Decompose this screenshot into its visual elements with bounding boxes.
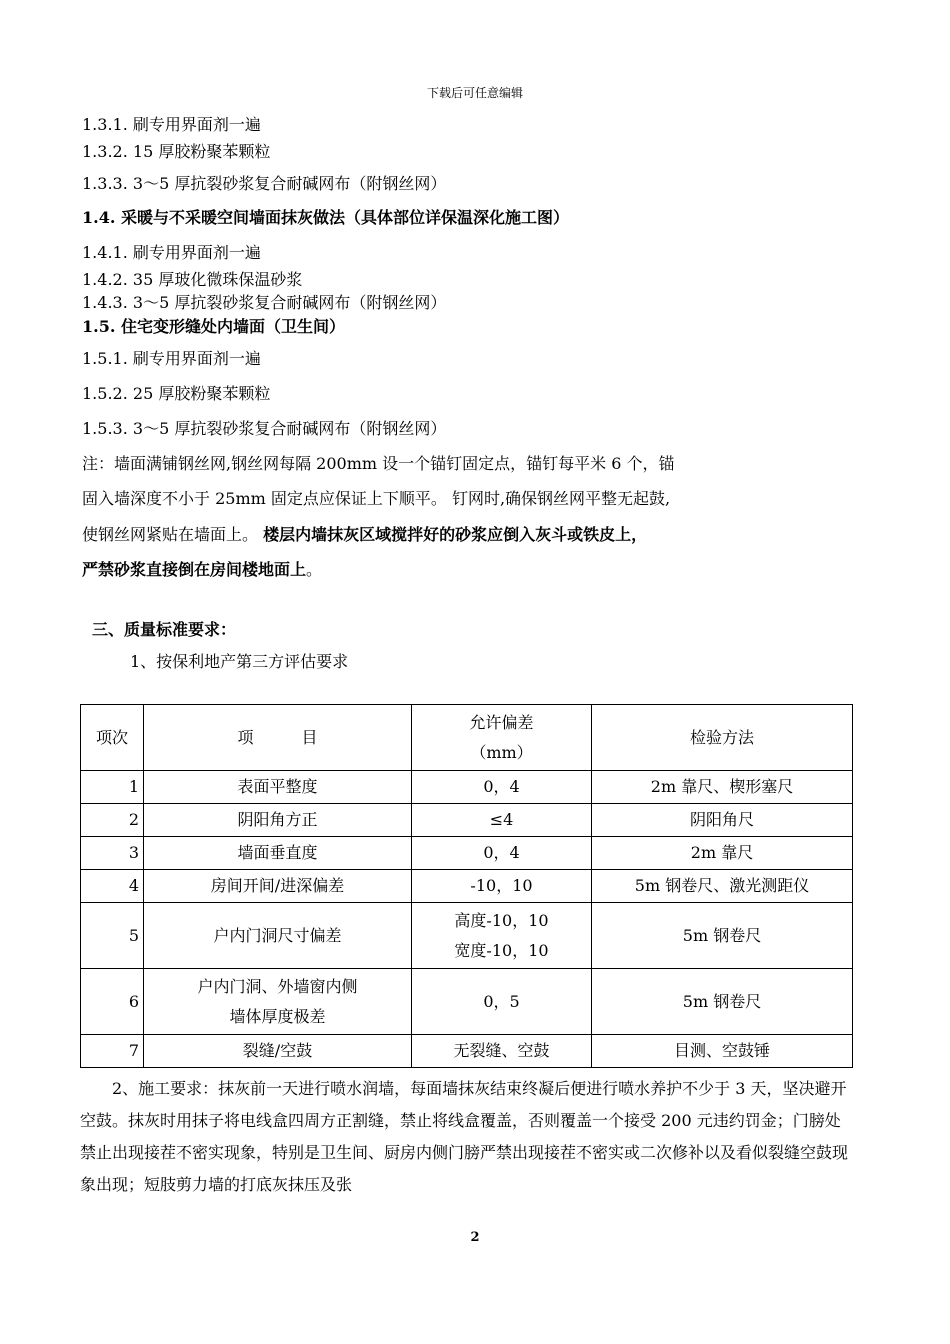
line-1-3-3: 1.3.3. 3～5 厚抗裂砂浆复合耐碱网布（附钢丝网） bbox=[82, 174, 447, 193]
table-row bbox=[81, 771, 853, 804]
line-1-4-3: 1.4.3. 3～5 厚抗裂砂浆复合耐碱网布（附钢丝网） bbox=[82, 293, 447, 312]
note-line-1: 注：墙面满铺钢丝网,钢丝网每隔 200mm 设一个锚钉固定点，锚钉每平米 6 个，锚 bbox=[82, 454, 675, 473]
row-tolerance: -10，10 bbox=[412, 870, 592, 903]
row-tolerance: 无裂缝、空鼓 bbox=[412, 1035, 592, 1068]
table-row bbox=[81, 1035, 853, 1068]
section-3-item-1: 1、按保利地产第三方评估要求 bbox=[130, 652, 349, 671]
row-item bbox=[144, 969, 412, 1035]
row-tolerance: 0，4 bbox=[412, 771, 592, 804]
row-method: 阴阳角尺 bbox=[592, 804, 853, 837]
table-row bbox=[81, 837, 853, 870]
row-no: 4 bbox=[81, 870, 144, 903]
note-line-3-normal: 使钢丝网紧贴在墙面上。 bbox=[82, 525, 264, 544]
row-item-line-2: 墙体厚度极差 bbox=[229, 1006, 326, 1026]
header-method: 检验方法 bbox=[592, 705, 853, 771]
note-line-4-end: 。 bbox=[306, 560, 323, 579]
row-item: 裂缝/空鼓 bbox=[144, 1035, 412, 1068]
note-line-3 bbox=[82, 525, 647, 545]
table-row bbox=[81, 804, 853, 837]
quality-standard-table bbox=[80, 704, 853, 1068]
header-no: 项次 bbox=[81, 705, 144, 771]
page-header: 下载后可任意编辑 bbox=[426, 86, 523, 100]
note-line-4-bold: 严禁砂浆直接倒在房间楼地面上 bbox=[82, 560, 307, 579]
table-row bbox=[81, 969, 853, 1035]
note-line-4 bbox=[82, 560, 322, 580]
row-tolerance-width: 宽度-10，10 bbox=[454, 940, 549, 960]
table-row bbox=[81, 903, 853, 969]
note-line-2: 固入墙深度不小于 25mm 固定点应保证上下顺平。 钉网时,确保钢丝网平整无起鼓, bbox=[82, 489, 671, 508]
line-1-3-2: 1.3.2. 15 厚胶粉聚苯颗粒 bbox=[82, 142, 271, 161]
row-item: 户内门洞尺寸偏差 bbox=[144, 903, 412, 969]
row-tolerance-height: 高度-10，10 bbox=[454, 910, 549, 930]
row-item-line-1: 户内门洞、外墙窗内侧 bbox=[197, 976, 358, 996]
row-tolerance: 0，4 bbox=[412, 837, 592, 870]
line-1-5-3: 1.5.3. 3～5 厚抗裂砂浆复合耐碱网布（附钢丝网） bbox=[82, 419, 447, 438]
row-tolerance: ≤4 bbox=[412, 804, 592, 837]
row-tolerance bbox=[412, 903, 592, 969]
line-1-4-1: 1.4.1. 刷专用界面剂一遍 bbox=[82, 243, 261, 262]
table-row bbox=[81, 870, 853, 903]
line-1-4-2: 1.4.2. 35 厚玻化微珠保温砂浆 bbox=[82, 270, 303, 289]
row-tolerance: 0，5 bbox=[412, 969, 592, 1035]
row-item: 墙面垂直度 bbox=[144, 837, 412, 870]
header-tolerance bbox=[412, 705, 592, 771]
row-method: 5m 钢卷尺、激光测距仪 bbox=[592, 870, 853, 903]
note-line-3-bold: 楼层内墙抹灰区域搅拌好的砂浆应倒入灰斗或铁皮上， bbox=[263, 525, 648, 544]
header-tolerance-label: 允许偏差 bbox=[469, 712, 534, 732]
row-no: 2 bbox=[81, 804, 144, 837]
row-no: 3 bbox=[81, 837, 144, 870]
row-item: 房间开间/进深偏差 bbox=[144, 870, 412, 903]
heading-1-5: 1.5. 住宅变形缝处内墙面（卫生间） bbox=[82, 317, 345, 336]
line-1-5-1: 1.5.1. 刷专用界面剂一遍 bbox=[82, 349, 261, 368]
section-3-title: 三、质量标准要求： bbox=[92, 620, 237, 639]
row-no: 5 bbox=[81, 903, 144, 969]
header-tolerance-unit: （mm） bbox=[470, 742, 533, 762]
row-method: 目测、空鼓锤 bbox=[592, 1035, 853, 1068]
row-no: 7 bbox=[81, 1035, 144, 1068]
construction-requirements-paragraph: 2、施工要求：抹灰前一天进行喷水润墙，每面墙抹灰结束终凝后便进行喷水养护不少于 3 天，坚决避开空鼓。抹灰时用抹子将电线盒四周方正割缝，禁止将线盒覆盖，否则覆盖一个接受 200 元违约罚金；门膀处禁止出现接茬不密实现象，特别是卫生间、厨房内侧门膀严禁出现接茬不密实或二次修补以及看似裂缝空鼓现象出现；短肢剪力墙的打底灰抹压及张 bbox=[80, 1079, 849, 1194]
row-no: 1 bbox=[81, 771, 144, 804]
header-item: 项 目 bbox=[144, 705, 412, 771]
row-method: 5m 钢卷尺 bbox=[592, 969, 853, 1035]
row-no: 6 bbox=[81, 969, 144, 1035]
row-method: 2m 靠尺 bbox=[592, 837, 853, 870]
line-1-3-1: 1.3.1. 刷专用界面剂一遍 bbox=[82, 115, 261, 134]
row-item: 表面平整度 bbox=[144, 771, 412, 804]
line-1-5-2: 1.5.2. 25 厚胶粉聚苯颗粒 bbox=[82, 384, 271, 403]
page-number: 2 bbox=[470, 1230, 480, 1245]
row-item: 阴阳角方正 bbox=[144, 804, 412, 837]
row-method: 2m 靠尺、楔形塞尺 bbox=[592, 771, 853, 804]
row-method: 5m 钢卷尺 bbox=[592, 903, 853, 969]
heading-1-4: 1.4. 采暖与不采暖空间墙面抹灰做法（具体部位详保温深化施工图） bbox=[82, 208, 569, 227]
table-header-row bbox=[81, 705, 853, 771]
